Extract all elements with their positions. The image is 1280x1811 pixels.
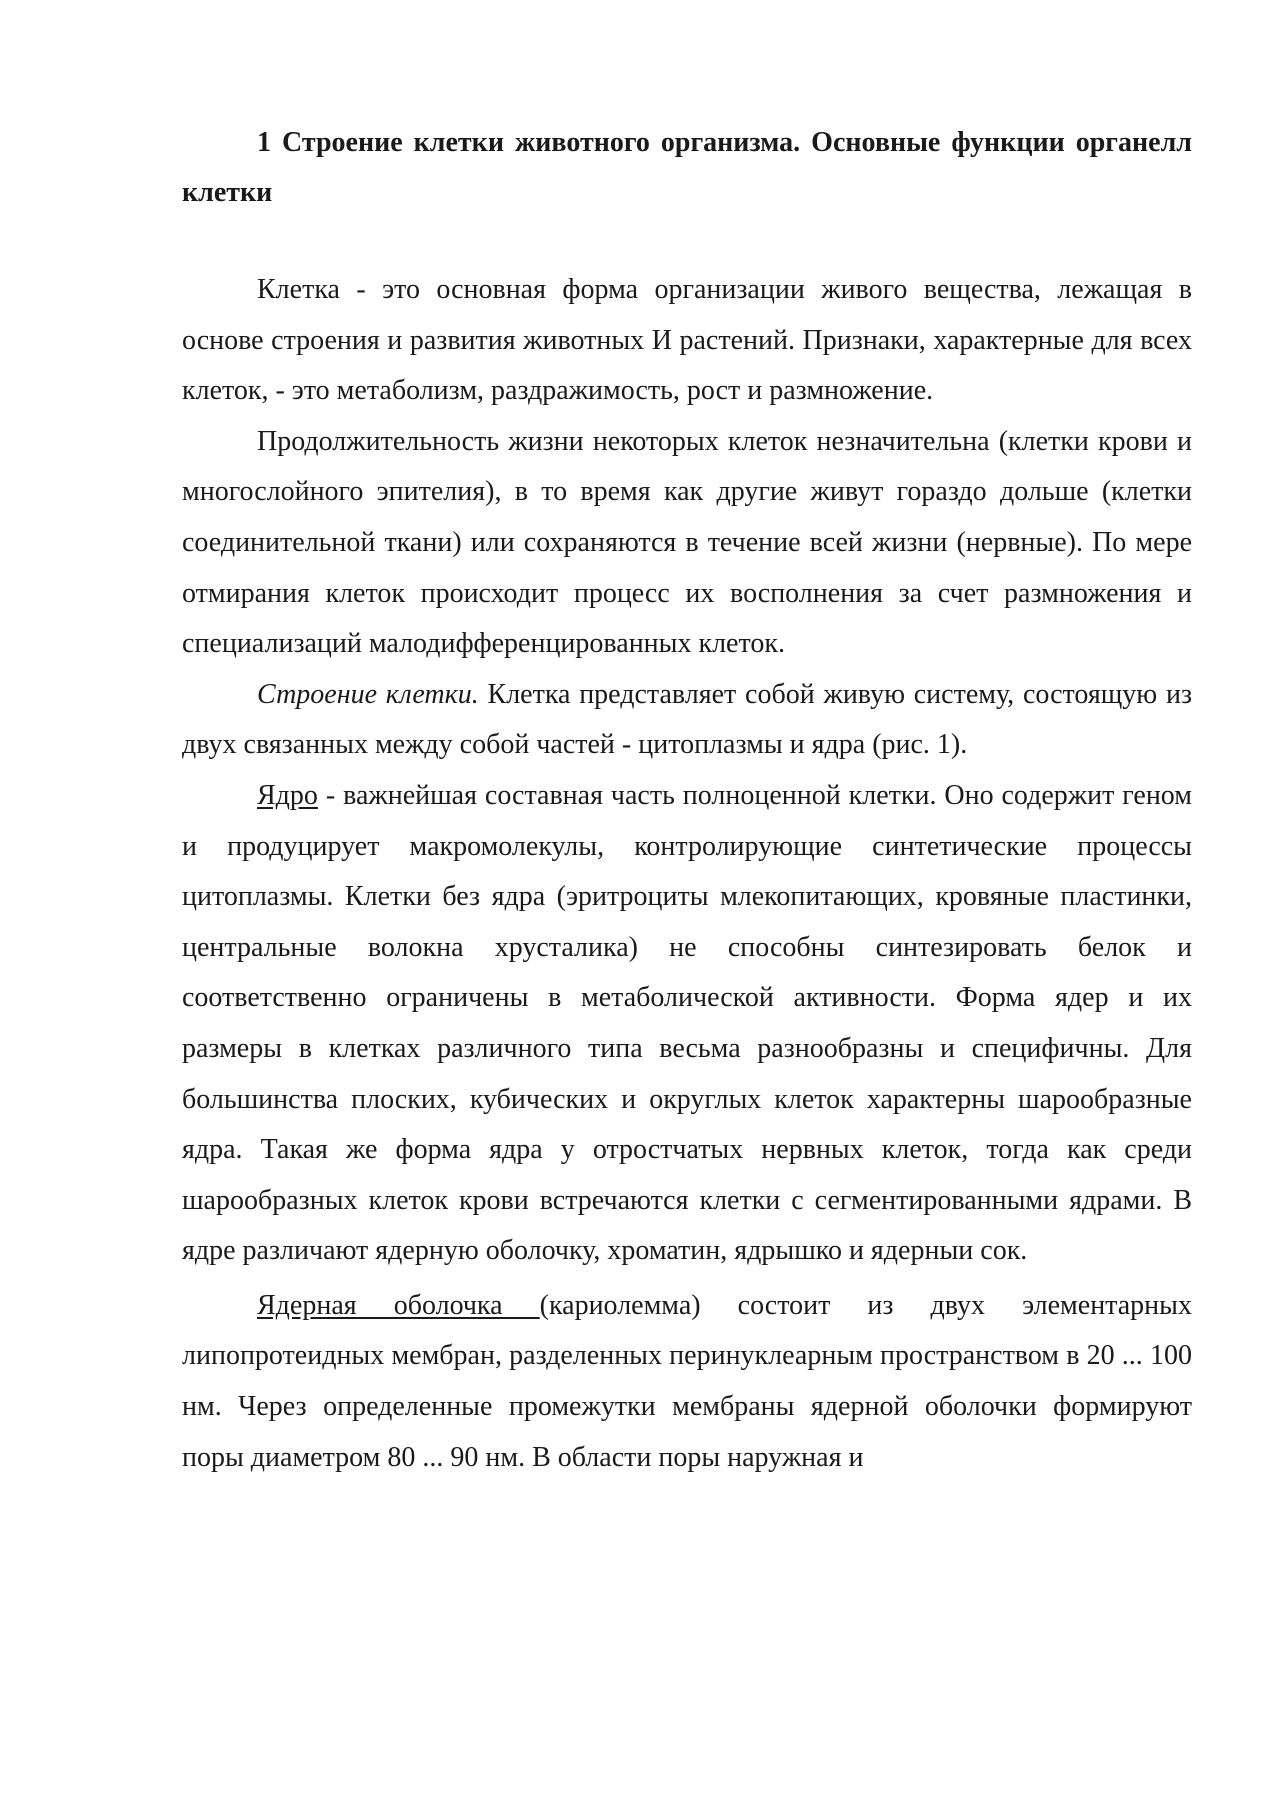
- paragraph-cell-structure-text: Клетка представляет собой живую систему, состоящую из двух связанных между собой частей - цитоплазмы и ядра (рис. 1).: [182, 678, 1192, 761]
- paragraph-nuclear-envelope: [182, 1281, 1192, 1483]
- term-cell-structure: Строение клетки.: [257, 678, 479, 710]
- document-page: [182, 118, 1192, 1483]
- paragraph-cell-definition: Клетка - это основная форма организации живого вещества, лежащая в основе строения и развития животных И растений. Признаки, характерные для всех клеток, - это метаболизм, раздражимость, рост и размножение.: [182, 274, 1192, 407]
- paragraph-nucleus-text: - важнейшая составная часть полноценной клетки. Оно содержит геном и продуцирует макромолекулы, контролирующие синтетические процессы цитоплазмы. Клетки без ядра (эритроциты млекопитающих, кровяные пластинки, центральные волокна хрусталика) не способны синтезировать белок и соответственно ограничены в метаболической активности. Форма ядер и их размеры в клетках различного типа весьма разнообразны и специфичны. Для большинства плоских, кубических и округлых клеток характерны шарообразные ядра. Такая же форма ядра у отростчатых нервных клеток, тогда как среди шарообразных клеток крови встречаются клетки с сегментированными ядрами. В ядре различают ядерную оболочку, хроматин, ядрышко и ядерныи сок.: [182, 779, 1192, 1267]
- term-nucleus: Ядро: [257, 779, 318, 811]
- section-heading: 1 Строение клетки животного организма. Основные функции органелл клетки: [182, 127, 1192, 208]
- paragraph-cell-structure: [182, 670, 1192, 771]
- paragraph-nuclear-envelope-text: (кариолемма) состоит из двух элементарных липопротеидных мембран, разделенных перинуклеарным пространством в 20 ... 100 нм. Через определенные промежутки мембраны ядерной оболочки формируют поры диаметром 80 ... 90 нм. В области поры наружная и: [182, 1289, 1192, 1473]
- term-nuclear-envelope: Ядерная оболочка: [257, 1289, 540, 1321]
- paragraph-cell-lifespan: Продолжительность жизни некоторых клеток незначительна (клетки крови и многослойного эпителия), в то время как другие живут гораздо дольше (клетки соединительной ткани) или сохраняются в течение всей жизни (нервные). По мере отмирания клеток происходит процесс их восполнения за счет размножения и специализаций малодифференцированных клеток.: [182, 425, 1192, 660]
- paragraph-nucleus: [182, 771, 1192, 1277]
